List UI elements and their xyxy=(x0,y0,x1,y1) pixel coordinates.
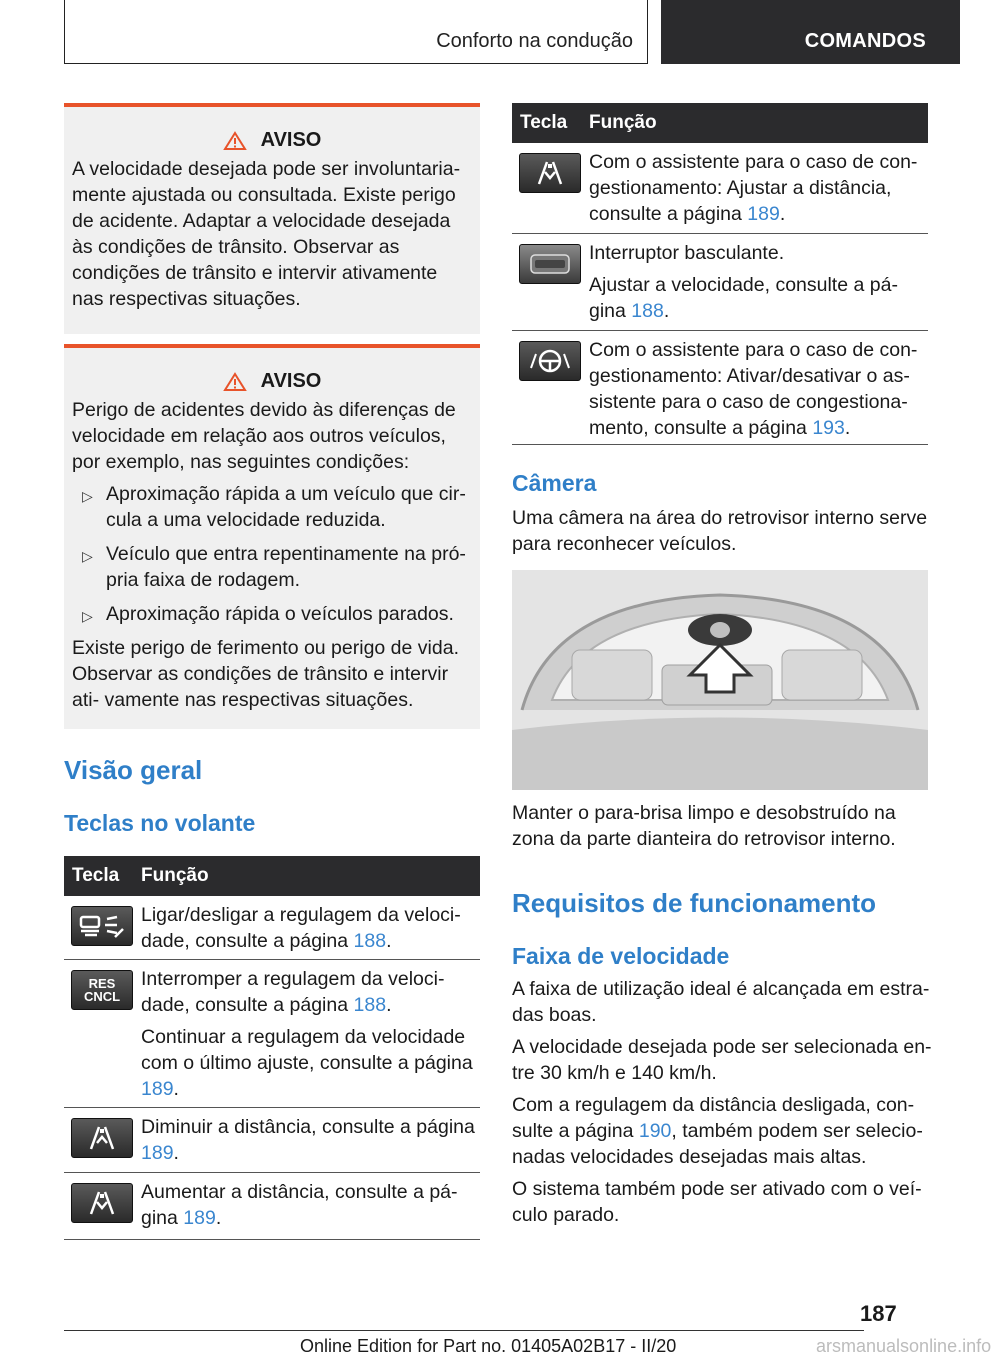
req-paragraph: O sistema também pode ser ativado com o veí- culo parado. xyxy=(512,1178,922,1226)
section-title: COMANDOS xyxy=(804,30,926,52)
warning-text: A velocidade desejada pode ser involuntaria- mente ajustada ou consultada. Existe perigo de acidente. Adaptar a velocidade desejada às condições de trânsito. Observar as condições de trânsito e intervir ativamente nas respectivas situações. xyxy=(72,158,461,310)
table-row: Com o assistente para o caso de con- gestionamento: Ativar/desativar o as- sistente para o caso de congestiona- mento, consulte a página 193. xyxy=(512,331,928,445)
column-header-key: Tecla xyxy=(520,112,568,133)
distance-increase-icon xyxy=(71,1183,133,1223)
table-row: Aumentar a distância, consulte a pá- gina 189. xyxy=(64,1173,480,1240)
req-paragraph: A faixa de utilização ideal é alcançada em estra- das boas. xyxy=(512,978,930,1026)
table-header xyxy=(512,103,928,143)
column-header-key: Tecla xyxy=(72,865,120,886)
page-link[interactable]: 190 xyxy=(638,1120,672,1142)
page-link[interactable]: 188 xyxy=(353,994,387,1016)
steering-keys-table xyxy=(64,856,480,1240)
req-paragraph: A velocidade desejada pode ser selecionada en- tre 30 km/h e 140 km/h. xyxy=(512,1036,932,1084)
warning-title: AVISO xyxy=(260,129,322,151)
page-link[interactable]: 189 xyxy=(141,1142,174,1164)
steering-assist-icon xyxy=(519,341,581,381)
table-row: RES CNCL Interromper a regulagem da veloci- dade, consulte a página 188. Continuar a regulagem da velocidade com o último ajuste, consulte a página 189. xyxy=(64,960,480,1108)
warning-triangle-icon xyxy=(223,131,247,151)
camera-illustration xyxy=(512,570,928,790)
footer-divider xyxy=(64,1330,864,1331)
bullet-triangle-icon: ▷ xyxy=(82,488,93,504)
page-link[interactable]: 189 xyxy=(183,1207,216,1229)
acc-toggle-icon xyxy=(71,906,133,946)
footer-edition: Online Edition for Part no. 01405A02B17 - II/20 xyxy=(300,1336,677,1356)
header-section-tab xyxy=(661,0,960,64)
warning-heading xyxy=(72,129,472,152)
page-link[interactable]: 188 xyxy=(353,930,387,952)
page-link[interactable]: 188 xyxy=(631,300,664,322)
rear-window-camera-illustration xyxy=(512,570,928,790)
page-link[interactable]: 189 xyxy=(141,1078,174,1100)
page-link[interactable]: 189 xyxy=(747,203,780,225)
warning-title: AVISO xyxy=(260,370,322,392)
table-header xyxy=(64,856,480,896)
bullet-triangle-icon: ▷ xyxy=(82,608,93,624)
warning-triangle-icon xyxy=(223,372,247,392)
bullet-triangle-icon: ▷ xyxy=(82,548,93,564)
chapter-title: Conforto na condução xyxy=(436,30,633,52)
list-item: ▷ Veículo que entra repentinamente na pró- pria faixa de rodagem. xyxy=(82,543,466,591)
res-cncl-icon: RES CNCL xyxy=(71,970,133,1010)
subheading-steering-keys: Teclas no volante xyxy=(64,810,256,836)
req-paragraph: Com a regulagem da distância desligada, con- sulte a página 190, também podem ser selecio- nadas velocidades desejadas mais altas. xyxy=(512,1094,923,1168)
camera-text: Uma câmera na área do retrovisor interno serve para reconhecer veículos. xyxy=(512,507,928,555)
column-header-function: Função xyxy=(141,865,209,886)
camera-caption: Manter o para-brisa limpo e desobstruído na zona da parte dianteira do retrovisor interno. xyxy=(512,802,896,850)
table-row: Com o assistente para o caso de con- gestionamento: Ajustar a distância, consulte a página 189. xyxy=(512,143,928,234)
page-number: 187 xyxy=(860,1301,897,1326)
watermark: arsmanualsonline.info xyxy=(816,1336,991,1356)
list-item: ▷ Aproximação rápida a um veículo que cir- cula a uma velocidade reduzida. xyxy=(82,483,466,531)
table-row: Ligar/desligar a regulagem da veloci- dade, consulte a página 188. xyxy=(64,896,480,960)
page-link[interactable]: 193 xyxy=(812,417,845,439)
right-keys-table xyxy=(512,103,928,445)
list-item: ▷ Aproximação rápida o veículos parados. xyxy=(72,601,472,627)
warning-heading xyxy=(72,370,472,393)
distance-icon xyxy=(519,153,581,193)
table-row: Diminuir a distância, consulte a página 189. xyxy=(64,1108,480,1173)
warning-box-1 xyxy=(64,103,480,334)
warning-box-2 xyxy=(64,344,480,729)
rocker-switch-icon xyxy=(519,244,581,284)
requirements-body xyxy=(512,976,932,1228)
warning-intro: Perigo de acidentes devido às diferenças de velocidade em relação aos outros veículos, por exemplo, nas seguintes condições: xyxy=(72,399,456,473)
subheading-speed-range: Faixa de velocidade xyxy=(512,943,730,969)
header-chapter-box xyxy=(64,0,648,64)
warning-outro: Existe perigo de ferimento ou perigo de vida. Observar as condições de trânsito e intervir ati- vamente nas respectivas situações. xyxy=(72,637,459,711)
distance-decrease-icon xyxy=(71,1118,133,1158)
section-heading-overview: Visão geral xyxy=(64,755,203,785)
warning-bullet-list xyxy=(72,481,472,627)
column-header-function: Função xyxy=(589,112,657,133)
section-heading-requirements: Requisitos de funcionamento xyxy=(512,888,877,918)
table-row: Interruptor basculante. Ajustar a velocidade, consulte a pá- gina 188. xyxy=(512,234,928,331)
subheading-camera: Câmera xyxy=(512,470,597,496)
